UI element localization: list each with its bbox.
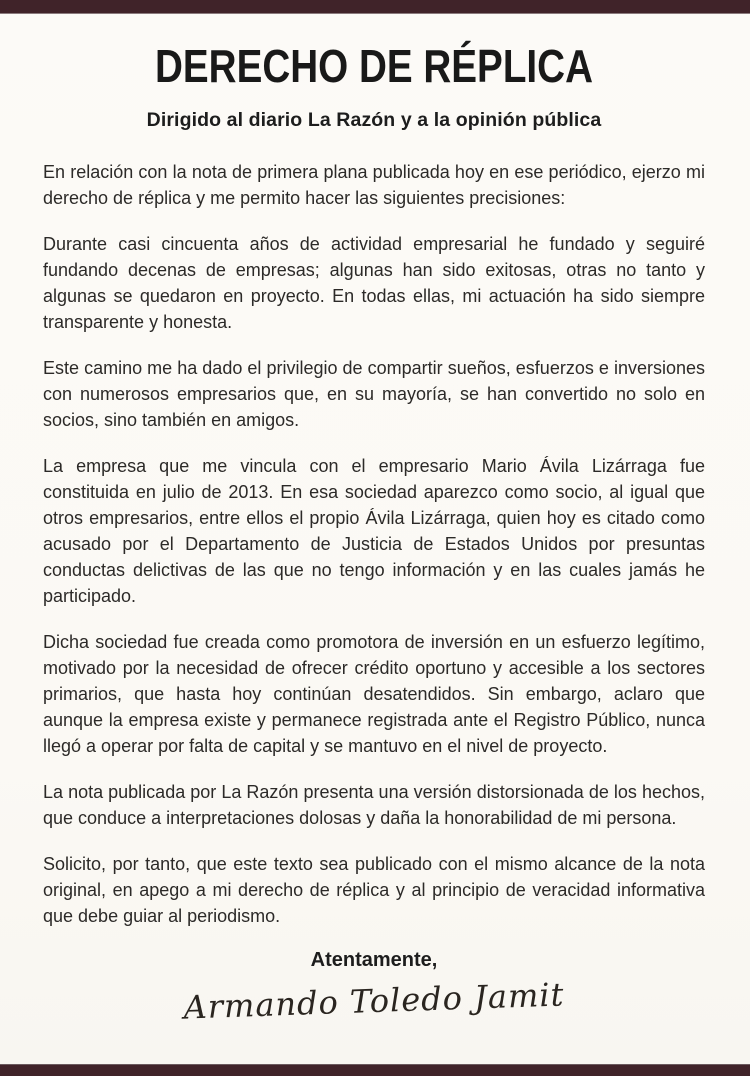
top-border-band [0, 0, 750, 14]
signature-text: Armando Toledo Jamit [182, 975, 566, 1027]
closing-salutation: Atentamente, [310, 949, 438, 971]
paragraph-partners: Este camino me ha dado el privilegio de compartir sueños, esfuerzos e inversiones con numerosos empresarios que, en su mayoría, se han convertido no solo en socios, sino también en amigos. [43, 358, 705, 430]
paragraph-trajectory: Durante casi cincuenta años de actividad empresarial he fundado y seguiré fundando decenas de empresas; algunas han sido exitosas, otras no tanto y algunas se quedaron en proyecto. En todas ellas, mi actuación ha sido siempre transparente y honesta. [43, 234, 705, 332]
document-subtitle: Dirigido al diario La Razón y a la opinión pública [146, 109, 602, 131]
paragraph-intro: En relación con la nota de primera plana publicada hoy en ese periódico, ejerzo mi derecho de réplica y me permito hacer las siguientes precisiones: [43, 162, 705, 208]
document-title: DERECHO DE RÉPLICA [155, 40, 593, 92]
paragraph-accusation: La nota publicada por La Razón presenta una versión distorsionada de los hechos, que conduce a interpretaciones dolosas y daña la honorabilidad de mi persona. [43, 782, 705, 828]
paragraph-company-purpose: Dicha sociedad fue creada como promotora de inversión en un esfuerzo legítimo, motivado por la necesidad de ofrecer crédito oportuno y accesible a los sectores primarios, que hasta hoy continúan desatendidos. Sin embargo, aclaro que aunque la empresa existe y permanece registrada ante el Registro Público, nunca llegó a operar por falta de capital y se mantuvo en el nivel de proyecto. [43, 632, 705, 756]
bottom-border-band [0, 1064, 750, 1076]
paragraph-company-link: La empresa que me vincula con el empresario Mario Ávila Lizárraga fue constituida en julio de 2013. En esa sociedad aparezco como socio, al igual que otros empresarios, entre ellos el propio Ávila Lizárraga, quien hoy es citado como acusado por el Departamento de Justicia de Estados Unidos por presuntas conductas delictivas de las que no tengo información y en las cuales jamás he participado. [43, 456, 705, 606]
paragraph-request: Solicito, por tanto, que este texto sea publicado con el mismo alcance de la nota original, en apego a mi derecho de réplica y al principio de veracidad informativa que debe guiar al periodismo. [43, 854, 705, 926]
letter-content [43, 13, 705, 1027]
